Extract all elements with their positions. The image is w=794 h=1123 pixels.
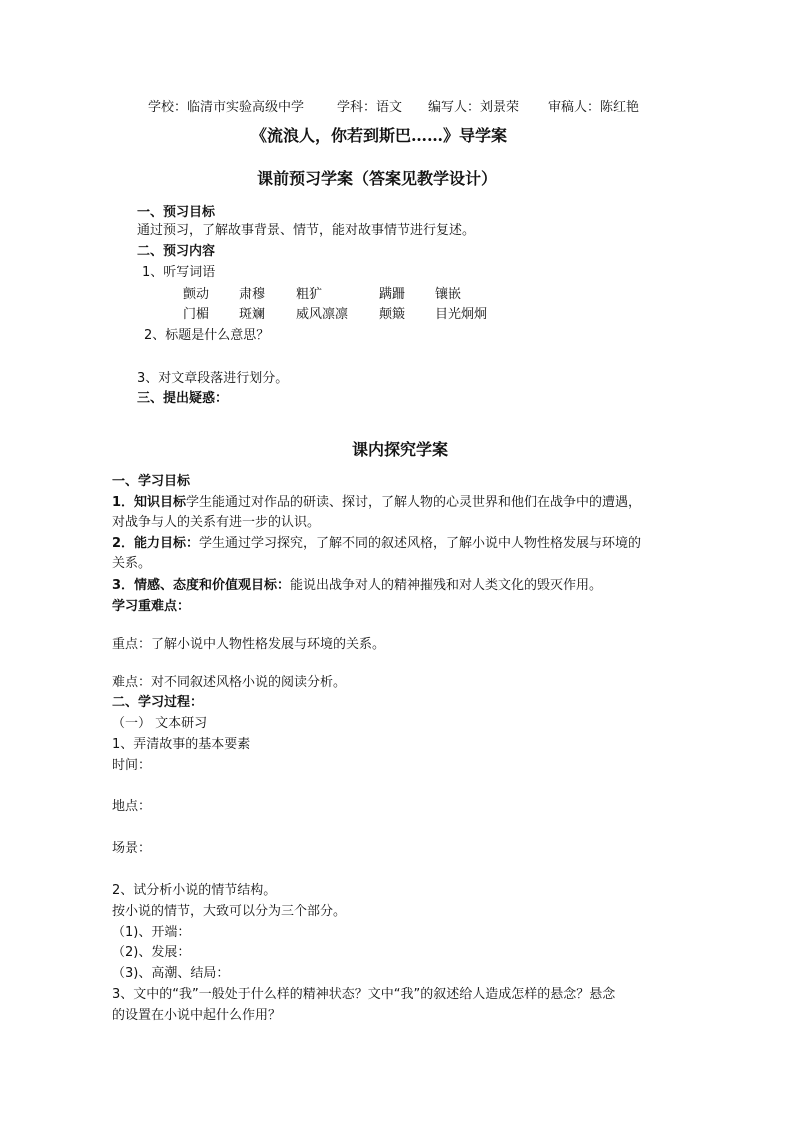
goal-ability-cont: 关系。 [112, 556, 152, 571]
preview-question-1: 1、听写词语 [142, 265, 216, 280]
item-1: 1、弄清故事的基本要素 [112, 737, 251, 752]
plot-part-2: （2)、发展： [112, 945, 191, 960]
key-point: 重点：了解小说中人物性格发展与环境的关系。 [112, 637, 386, 652]
goal-emotion-text: 能说出战争对人的精神摧残和对人类文化的毁灭作用。 [290, 578, 603, 593]
vocab-word: 斑斓 [239, 307, 266, 322]
key-points-title: 学习重难点： [112, 599, 191, 614]
goal-emotion [112, 577, 602, 595]
preview-doubts-title: 三、提出疑惑： [137, 391, 229, 406]
scene-label: 场景： [112, 841, 152, 856]
vocab-word: 肃穆 [239, 287, 266, 302]
item-2-text: 按小说的情节，大致可以分为三个部分。 [112, 904, 347, 919]
vocab-word: 威风凛凛 [296, 307, 349, 322]
document-title: 《流浪人，你若到斯巴……》导学案 [251, 126, 508, 145]
vocab-word: 蹒跚 [379, 287, 406, 302]
item-3-cont: 的设置在小说中起什么作用？ [112, 1008, 282, 1023]
goal-knowledge [112, 494, 641, 512]
vocab-word: 颠簸 [379, 307, 406, 322]
goal-knowledge-text: 学生能通过对作品的研读、探讨，了解人物的心灵世界和他们在战争中的遭遇， [186, 495, 642, 510]
goal-knowledge-label: 1．知识目标 [112, 495, 187, 510]
header-subject: 学科：语文 [337, 100, 403, 115]
vocab-word: 镶嵌 [435, 287, 462, 302]
goal-ability-text: 学生通过学习探究，了解不同的叙述风格，了解小说中人物性格发展与环境的 [199, 536, 642, 551]
preview-goal-title: 一、预习目标 [137, 205, 216, 220]
item-2: 2、试分析小说的情节结构。 [112, 883, 277, 898]
header-author: 编写人：刘景荣 [428, 100, 520, 115]
goal-ability-label: 2．能力目标： [112, 536, 200, 551]
preview-goal-text: 通过预习，了解故事背景、情节，能对故事情节进行复述。 [137, 223, 476, 238]
place-label: 地点： [112, 799, 152, 814]
vocab-word: 粗犷 [296, 287, 323, 302]
vocab-word: 门楣 [183, 307, 210, 322]
preview-question-2: 2、标题是什么意思？ [144, 328, 270, 343]
header-school: 学校：临清市实验高级中学 [148, 100, 305, 115]
goal-knowledge-cont: 对战争与人的关系有进一步的认识。 [112, 515, 321, 530]
inclass-heading: 课内探究学案 [352, 440, 449, 459]
preview-heading: 课前预习学案（答案见教学设计） [257, 169, 498, 188]
learning-process-title: 二、学习过程： [112, 695, 204, 710]
goal-emotion-label: 3．情感、态度和价值观目标： [112, 578, 291, 593]
text-study-subtitle: （一） 文本研习 [112, 716, 208, 731]
preview-content-title: 二、预习内容 [137, 244, 216, 259]
vocab-word: 目光炯炯 [435, 307, 488, 322]
learning-goals-title: 一、学习目标 [112, 474, 191, 489]
goal-ability [112, 535, 641, 553]
header-reviewer: 审稿人：陈红艳 [548, 100, 640, 115]
item-3: 3、文中的“我”一般处于什么样的精神状态？文中“我”的叙述给人造成怎样的悬念？悬念 [112, 987, 616, 1002]
time-label: 时间： [112, 758, 152, 773]
preview-question-3: 3、对文章段落进行划分。 [137, 371, 289, 386]
vocab-word: 颤动 [183, 287, 210, 302]
plot-part-1: （1)、开端： [112, 925, 191, 940]
difficulty: 难点：对不同叙述风格小说的阅读分析。 [112, 675, 347, 690]
plot-part-3: （3)、高潮、结局： [112, 966, 230, 981]
